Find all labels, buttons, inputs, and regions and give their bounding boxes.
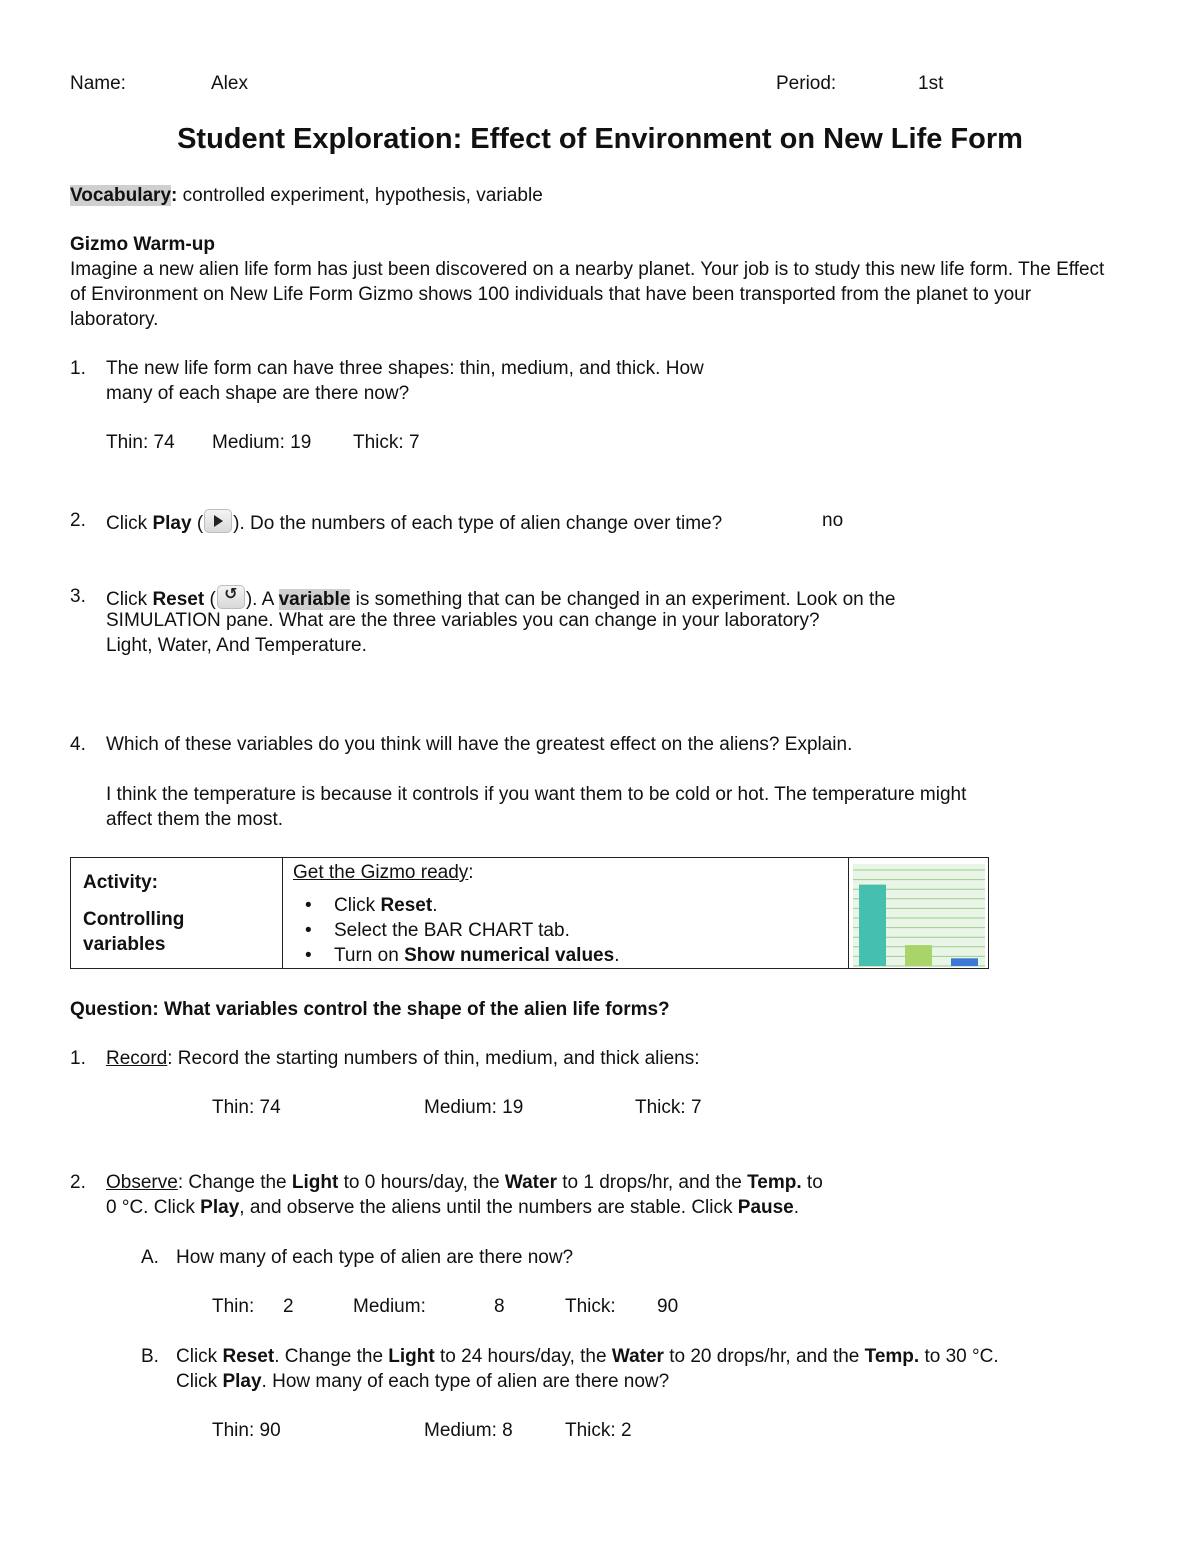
- question-heading: Question: What variables control the shape of the alien life forms?: [70, 999, 670, 1020]
- q1-line1: The new life form can have three shapes: thin, medium, and thick. How: [106, 358, 704, 379]
- vocabulary-terms: controlled experiment, hypothesis, variable: [177, 185, 543, 206]
- partA-thin-label: Thin:: [212, 1296, 255, 1317]
- partB-t2: . Change the: [274, 1346, 389, 1367]
- q2-post: ). Do the numbers of each type of alien change over time?: [233, 513, 723, 534]
- record-thin[interactable]: Thin: 74: [212, 1097, 281, 1118]
- partB-line1: [176, 1345, 999, 1369]
- q4-answer-line2[interactable]: affect them the most.: [106, 809, 284, 830]
- q3-line2: SIMULATION pane. What are the three variables you can change in your laboratory?: [106, 610, 820, 631]
- partA-thick-value[interactable]: 90: [657, 1296, 679, 1317]
- bullet1-bold: Reset: [380, 895, 433, 916]
- observe-line2: [106, 1196, 799, 1220]
- vocabulary-colon: :: [171, 185, 178, 206]
- activity-ready-line: [293, 860, 838, 885]
- observe-t6: , and observe the aliens until the numbers are stable. Click: [239, 1197, 738, 1218]
- q1-thick-answer[interactable]: Thick: 7: [353, 432, 420, 453]
- q3-number: 3.: [70, 586, 86, 607]
- warmup-heading: Gizmo Warm-up: [70, 234, 215, 255]
- bullet3-post: .: [614, 945, 620, 966]
- bar-chart-svg: [849, 858, 989, 968]
- partB-t7: . How many of each type of alien are there now?: [261, 1371, 670, 1392]
- observe-light: Light: [291, 1172, 339, 1193]
- partB-play: Play: [222, 1371, 262, 1392]
- activity-title-line2: variables: [83, 934, 166, 955]
- observe-label: Observe: [106, 1172, 178, 1193]
- chart-bar-thin: [859, 885, 886, 966]
- partB-temp: Temp.: [864, 1346, 920, 1367]
- activity-title-line1: Controlling: [83, 909, 185, 930]
- record-medium[interactable]: Medium: 19: [424, 1097, 524, 1118]
- name-value[interactable]: Alex: [211, 73, 248, 94]
- name-label: Name:: [70, 73, 126, 94]
- observe-t3: to 1 drops/hr, and the: [556, 1172, 748, 1193]
- partB-t1: Click: [176, 1346, 223, 1367]
- q2-number: 2.: [70, 510, 86, 531]
- partB-t4: to 20 drops/hr, and the: [663, 1346, 865, 1367]
- q3-pre: Click: [106, 589, 153, 610]
- record-number: 1.: [70, 1048, 86, 1069]
- observe-water: Water: [504, 1172, 557, 1193]
- record-line: [106, 1047, 700, 1071]
- play-icon: [204, 509, 232, 533]
- bullet3-pre: Turn on: [334, 945, 405, 966]
- bullet3-bold: Show numerical values: [404, 945, 615, 966]
- partB-line2: [176, 1370, 669, 1394]
- q2-play-label: Play: [152, 513, 192, 534]
- partA-thin-value[interactable]: 2: [283, 1296, 294, 1317]
- observe-temp: Temp.: [747, 1172, 802, 1193]
- page-title: Student Exploration: Effect of Environment on New Life Form: [177, 123, 1023, 155]
- partA-medium-value[interactable]: 8: [494, 1296, 505, 1317]
- q2-text: [106, 509, 722, 536]
- vocabulary-line: [70, 184, 543, 208]
- observe-pause: Pause: [737, 1197, 794, 1218]
- activity-bullet-2: • Select the BAR CHART tab.: [283, 918, 838, 943]
- partB-medium[interactable]: Medium: 8: [424, 1420, 513, 1441]
- partA-letter: A.: [141, 1247, 159, 1268]
- vocabulary-label: Vocabulary: [70, 185, 172, 206]
- observe-t2: to 0 hours/day, the: [338, 1172, 505, 1193]
- q1-number: 1.: [70, 358, 86, 379]
- partB-thin[interactable]: Thin: 90: [212, 1420, 281, 1441]
- warmup-text: Imagine a new alien life form has just been discovered on a nearby planet. Your job is to study this new life form. The Effect of Environment on New Life Form Gizmo shows 100 individuals that have been transported from the planet to your laboratory.: [70, 259, 1105, 330]
- q2-answer[interactable]: no: [822, 510, 844, 531]
- q4-number: 4.: [70, 734, 86, 755]
- record-label: Record: [106, 1048, 168, 1069]
- period-label: Period:: [776, 73, 837, 94]
- q4-question: Which of these variables do you think will have the greatest effect on the aliens? Explain.: [106, 734, 853, 755]
- partB-t3: to 24 hours/day, the: [434, 1346, 612, 1367]
- bar-chart-thumbnail: [849, 858, 989, 968]
- activity-instructions: [283, 858, 849, 968]
- q3-reset-label: Reset: [152, 589, 205, 610]
- observe-play: Play: [200, 1197, 240, 1218]
- q3-open: (: [204, 589, 216, 610]
- observe-t5: 0 °C. Click: [106, 1197, 201, 1218]
- partA-question: How many of each type of alien are there now?: [176, 1247, 574, 1268]
- q4-answer-line1[interactable]: I think the temperature is because it controls if you want them to be cold or hot. The temperature might: [106, 784, 967, 805]
- q3-answer[interactable]: Light, Water, And Temperature.: [106, 635, 367, 656]
- partB-letter: B.: [141, 1346, 159, 1367]
- q1-thin-answer[interactable]: Thin: 74: [106, 432, 175, 453]
- observe-t1: : Change the: [177, 1172, 292, 1193]
- activity-box: [70, 857, 989, 969]
- record-text: : Record the starting numbers of thin, medium, and thick aliens:: [167, 1048, 700, 1069]
- partB-reset: Reset: [222, 1346, 275, 1367]
- observe-t4: to: [801, 1172, 823, 1193]
- observe-t7: .: [793, 1197, 800, 1218]
- partA-thick-label: Thick:: [565, 1296, 616, 1317]
- chart-bar-medium: [905, 945, 932, 966]
- chart-bar-thick: [951, 958, 978, 966]
- activity-bullet-1: [283, 893, 838, 918]
- q1-medium-answer[interactable]: Medium: 19: [212, 432, 312, 453]
- q2-open: (: [191, 513, 204, 534]
- activity-label: Activity:: [83, 872, 158, 893]
- q2-pre: Click: [106, 513, 153, 534]
- partB-thick[interactable]: Thick: 2: [565, 1420, 632, 1441]
- q3-mid: ). A: [245, 589, 279, 610]
- bullet1-pre: Click: [334, 895, 381, 916]
- activity-label-cell: [71, 858, 283, 968]
- reset-icon: ↺: [217, 585, 245, 609]
- partA-medium-label: Medium:: [353, 1296, 426, 1317]
- q3-post: is something that can be changed in an experiment. Look on the: [350, 589, 896, 610]
- period-value[interactable]: 1st: [918, 73, 944, 94]
- bullet1-post: .: [432, 895, 438, 916]
- observe-line1: [106, 1171, 823, 1195]
- partB-light: Light: [388, 1346, 435, 1367]
- partB-t5: to 30 °C.: [919, 1346, 999, 1367]
- partB-water: Water: [611, 1346, 664, 1367]
- activity-ready-colon: :: [468, 862, 474, 883]
- q3-line1: [106, 585, 895, 612]
- observe-number: 2.: [70, 1172, 86, 1193]
- q1-line2: many of each shape are there now?: [106, 383, 410, 404]
- record-thick[interactable]: Thick: 7: [635, 1097, 702, 1118]
- q3-variable-term: variable: [278, 589, 351, 610]
- partB-t6: Click: [176, 1371, 223, 1392]
- activity-bullet-3: [283, 943, 838, 968]
- activity-ready-label: Get the Gizmo ready: [293, 862, 469, 883]
